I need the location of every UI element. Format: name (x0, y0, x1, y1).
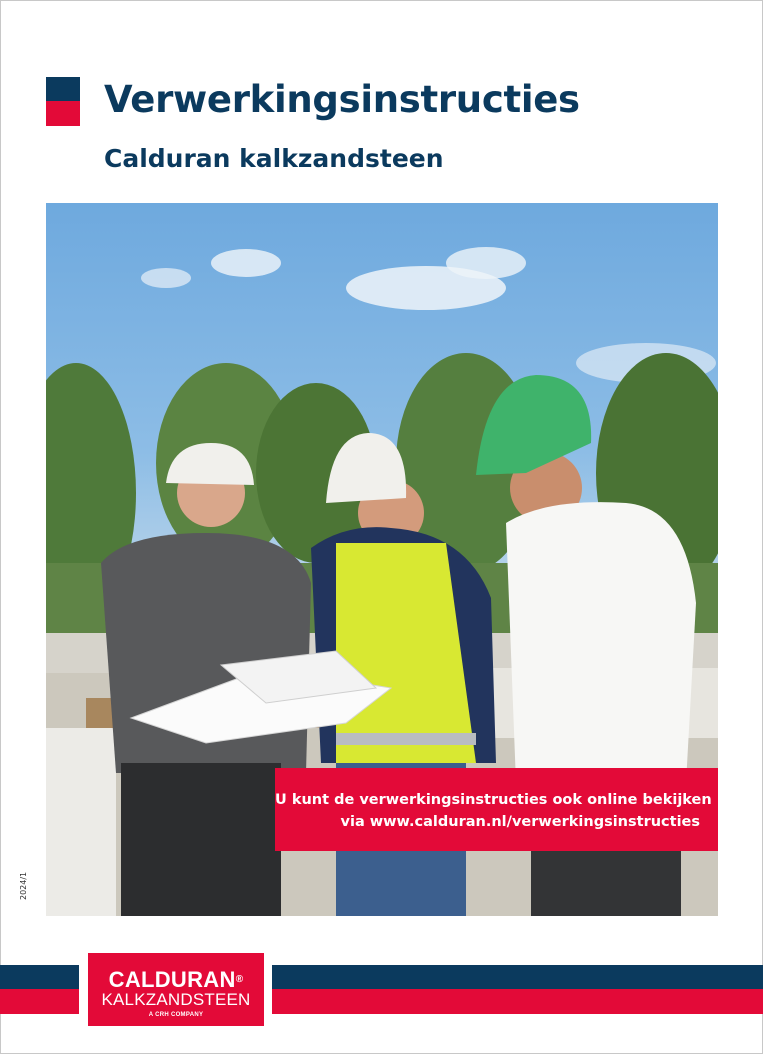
callout-line-2: via www.calduran.nl/verwerkingsinstructies (340, 814, 700, 830)
callout-line-1: U kunt de verwerkingsinstructies ook online bekijken (275, 792, 712, 808)
footer-band-right (272, 965, 763, 1014)
calduran-logo (88, 953, 264, 1026)
page-subtitle: Calduran kalkzandsteen (104, 144, 444, 173)
online-callout-box (275, 768, 718, 851)
logo-tagline: A CRH COMPANY (148, 1012, 204, 1018)
page-title: Verwerkingsinstructies (104, 78, 580, 121)
footer-band-left (0, 965, 79, 1014)
logo-brand: CALDURAN® (108, 967, 244, 992)
edition-label: 2024/1 (19, 871, 28, 900)
logo-product: KALKZANDSTEEN (101, 990, 251, 1009)
title-accent-block (46, 77, 80, 126)
